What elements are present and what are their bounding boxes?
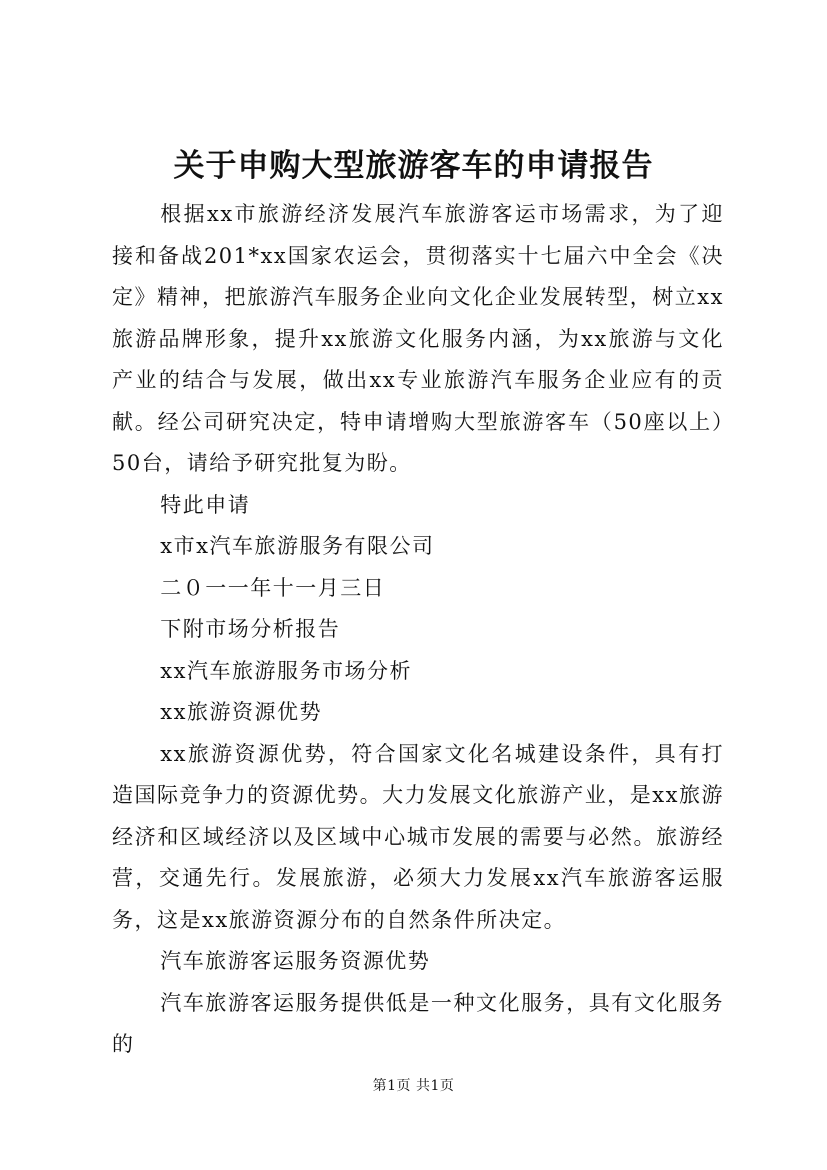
page-number-footer: 第1页 共1页 [372,1078,455,1094]
document-body [112,194,724,1066]
paragraph-company: x市x汽车旅游服务有限公司 [160,534,435,558]
heading-market-analysis: xx汽车旅游服务市场分析 [160,658,412,683]
heading-service-advantage: 汽车旅游客运服务资源优势 [160,949,431,973]
paragraph-closing: 特此申请 [160,492,251,517]
paragraph-service-advantage: 汽车旅游客运服务提供低是一种文化服务，具有文化服务的 [112,990,724,1056]
paragraph-intro: 根据xx市旅游经济发展汽车旅游客运市场需求，为了迎接和备战201*xx国家农运会，贯彻落实十七届六中全会《决定》精神，把旅游汽车服务企业向文化企业发展转型，树立xx旅游品牌形象，提升xx旅游文化服务内涵，为xx旅游与文化产业的结合与发展，做出xx专业旅游汽车服务企业应有的贡献。经公司研究决定，特申请增购大型旅游客车（50座以上）50台，请给予研究批复为盼。 [112,202,724,475]
paragraph-attachment-note: 下附市场分析报告 [160,617,341,641]
heading-resource-advantage: xx旅游资源优势 [160,700,322,724]
paragraph-resource-advantage: xx旅游资源优势，符合国家文化名城建设条件，具有打造国际竞争力的资源优势。大力发展文化旅游产业，是xx旅游经济和区域经济以及区域中心城市发展的需要与必然。旅游经营，交通先行。发展旅游，必须大力发展xx汽车旅游客运服务，这是xx旅游资源分布的自然条件所决定。 [112,741,724,932]
paragraph-date: 二０一一年十一月三日 [160,575,386,600]
document-title: 关于申购大型旅游客车的申请报告 [173,148,654,184]
